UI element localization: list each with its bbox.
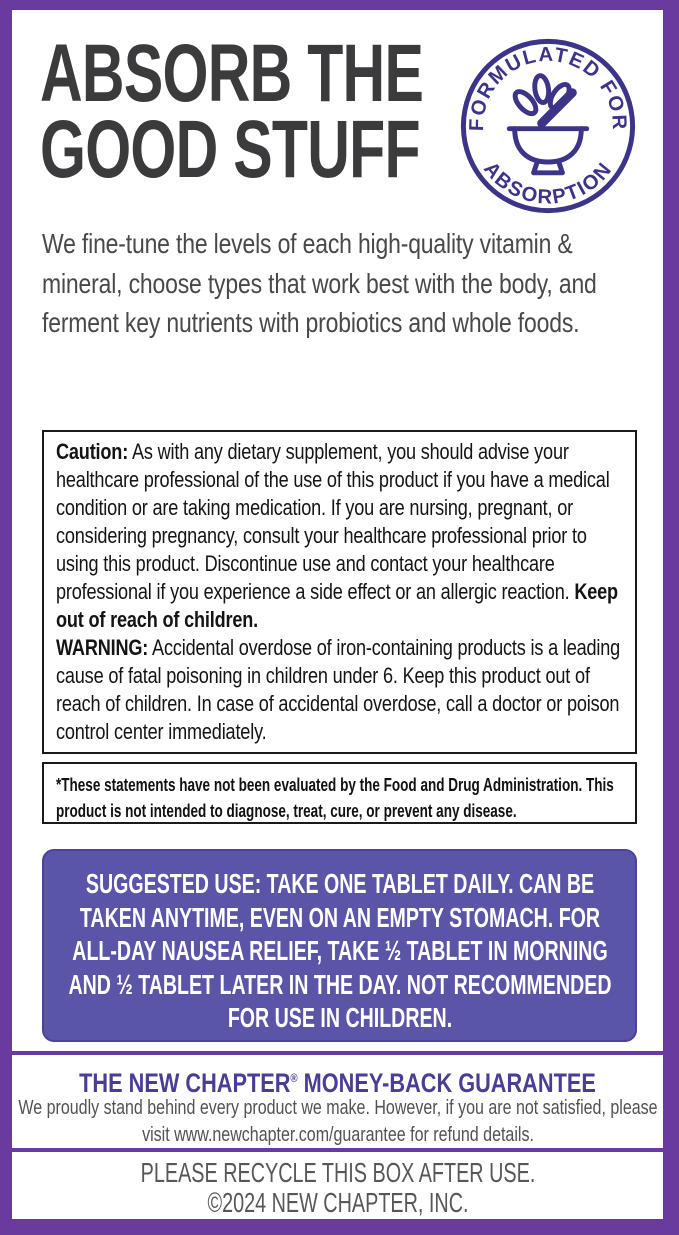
keep-out-of-reach-text: Keep out of reach of children. [56,579,618,632]
badge-svg [458,36,638,216]
recycle-notice: PLEASE RECYCLE THIS BOX AFTER USE. [140,1157,536,1188]
suggested-use-label: SUGGESTED USE: [85,868,262,899]
purple-divider-bottom [12,1148,663,1152]
warning-text: Accidental overdose of iron-containing products is a leading cause of fatal poisoning in children under 6. Keep this product out of reach of children. In case of accidental overdose, call a doctor or poison control center immediately. [56,635,621,744]
headline-line-2: GOOD STUFF [40,104,420,195]
registered-trademark-symbol: ® [290,1071,298,1085]
caution-text: As with any dietary supplement, you should advise your healthcare professional of the use of this product if you have a medical condition or are taking medication. If you are nursing, pregnant, or considering pregnancy, consult your healthcare professional prior to using this product. Discontinue use and contact your healthcare professional if you experience a side effect or an allergic reaction. [56,439,610,604]
mortar-pestle-icon [509,75,586,173]
badge-ring [463,41,632,210]
badge-arc-top-text: FORMULATED FOR [466,43,631,132]
guarantee-heading-rest: MONEY-BACK GUARANTEE [303,1067,596,1098]
warning-paragraph [56,634,622,746]
guarantee-body [12,1095,663,1148]
guarantee-brand: THE NEW CHAPTER [79,1067,291,1098]
copyright-notice: ©2024 NEW CHAPTER, INC. [207,1187,469,1218]
headline-line-1: ABSORB THE [40,28,424,119]
intro-paragraph: We fine-tune the levels of each high-quality vitamin & mineral, choose types that work best with the body, and ferment key nutrients with probiotics and whole foods. [42,228,597,338]
guarantee-heading [71,1062,605,1099]
svg-text:ABSORPTION [479,158,617,209]
caution-label: Caution: [56,439,129,464]
fda-disclaimer-box [42,762,637,824]
warning-label: WARNING: [56,635,149,660]
formulated-for-absorption-badge [458,36,638,216]
footer-section [12,1158,663,1218]
badge-arc-bottom-text: ABSORPTION [479,157,617,209]
guarantee-body-text: We proudly stand behind every product we make. However, if you are not satisfied, please visit www.newchapter.com/guarantee for refund details. [18,1097,658,1146]
suggested-use-body: TAKE ONE TABLET DAILY. CAN BE TAKEN ANYTIME, EVEN ON AN EMPTY STOMACH. FOR ALL-DAY NAUSEA RELIEF, TAKE ½ TABLET IN MORNING AND ½ TABLET LATER IN THE DAY. NOT RECOMMENDED FOR USE IN CHILDREN. [68,868,612,1033]
caution-paragraph [56,438,622,634]
caution-warning-box [42,430,637,754]
headline [40,28,424,195]
fda-disclaimer-text: *These statements have not been evaluated by the Food and Drug Administration. This product is not intended to diagnose, treat, cure, or prevent any disease. [56,774,614,821]
suggested-use-box [42,849,637,1042]
suggested-use-text [67,867,613,1035]
purple-divider-top [12,1051,663,1055]
